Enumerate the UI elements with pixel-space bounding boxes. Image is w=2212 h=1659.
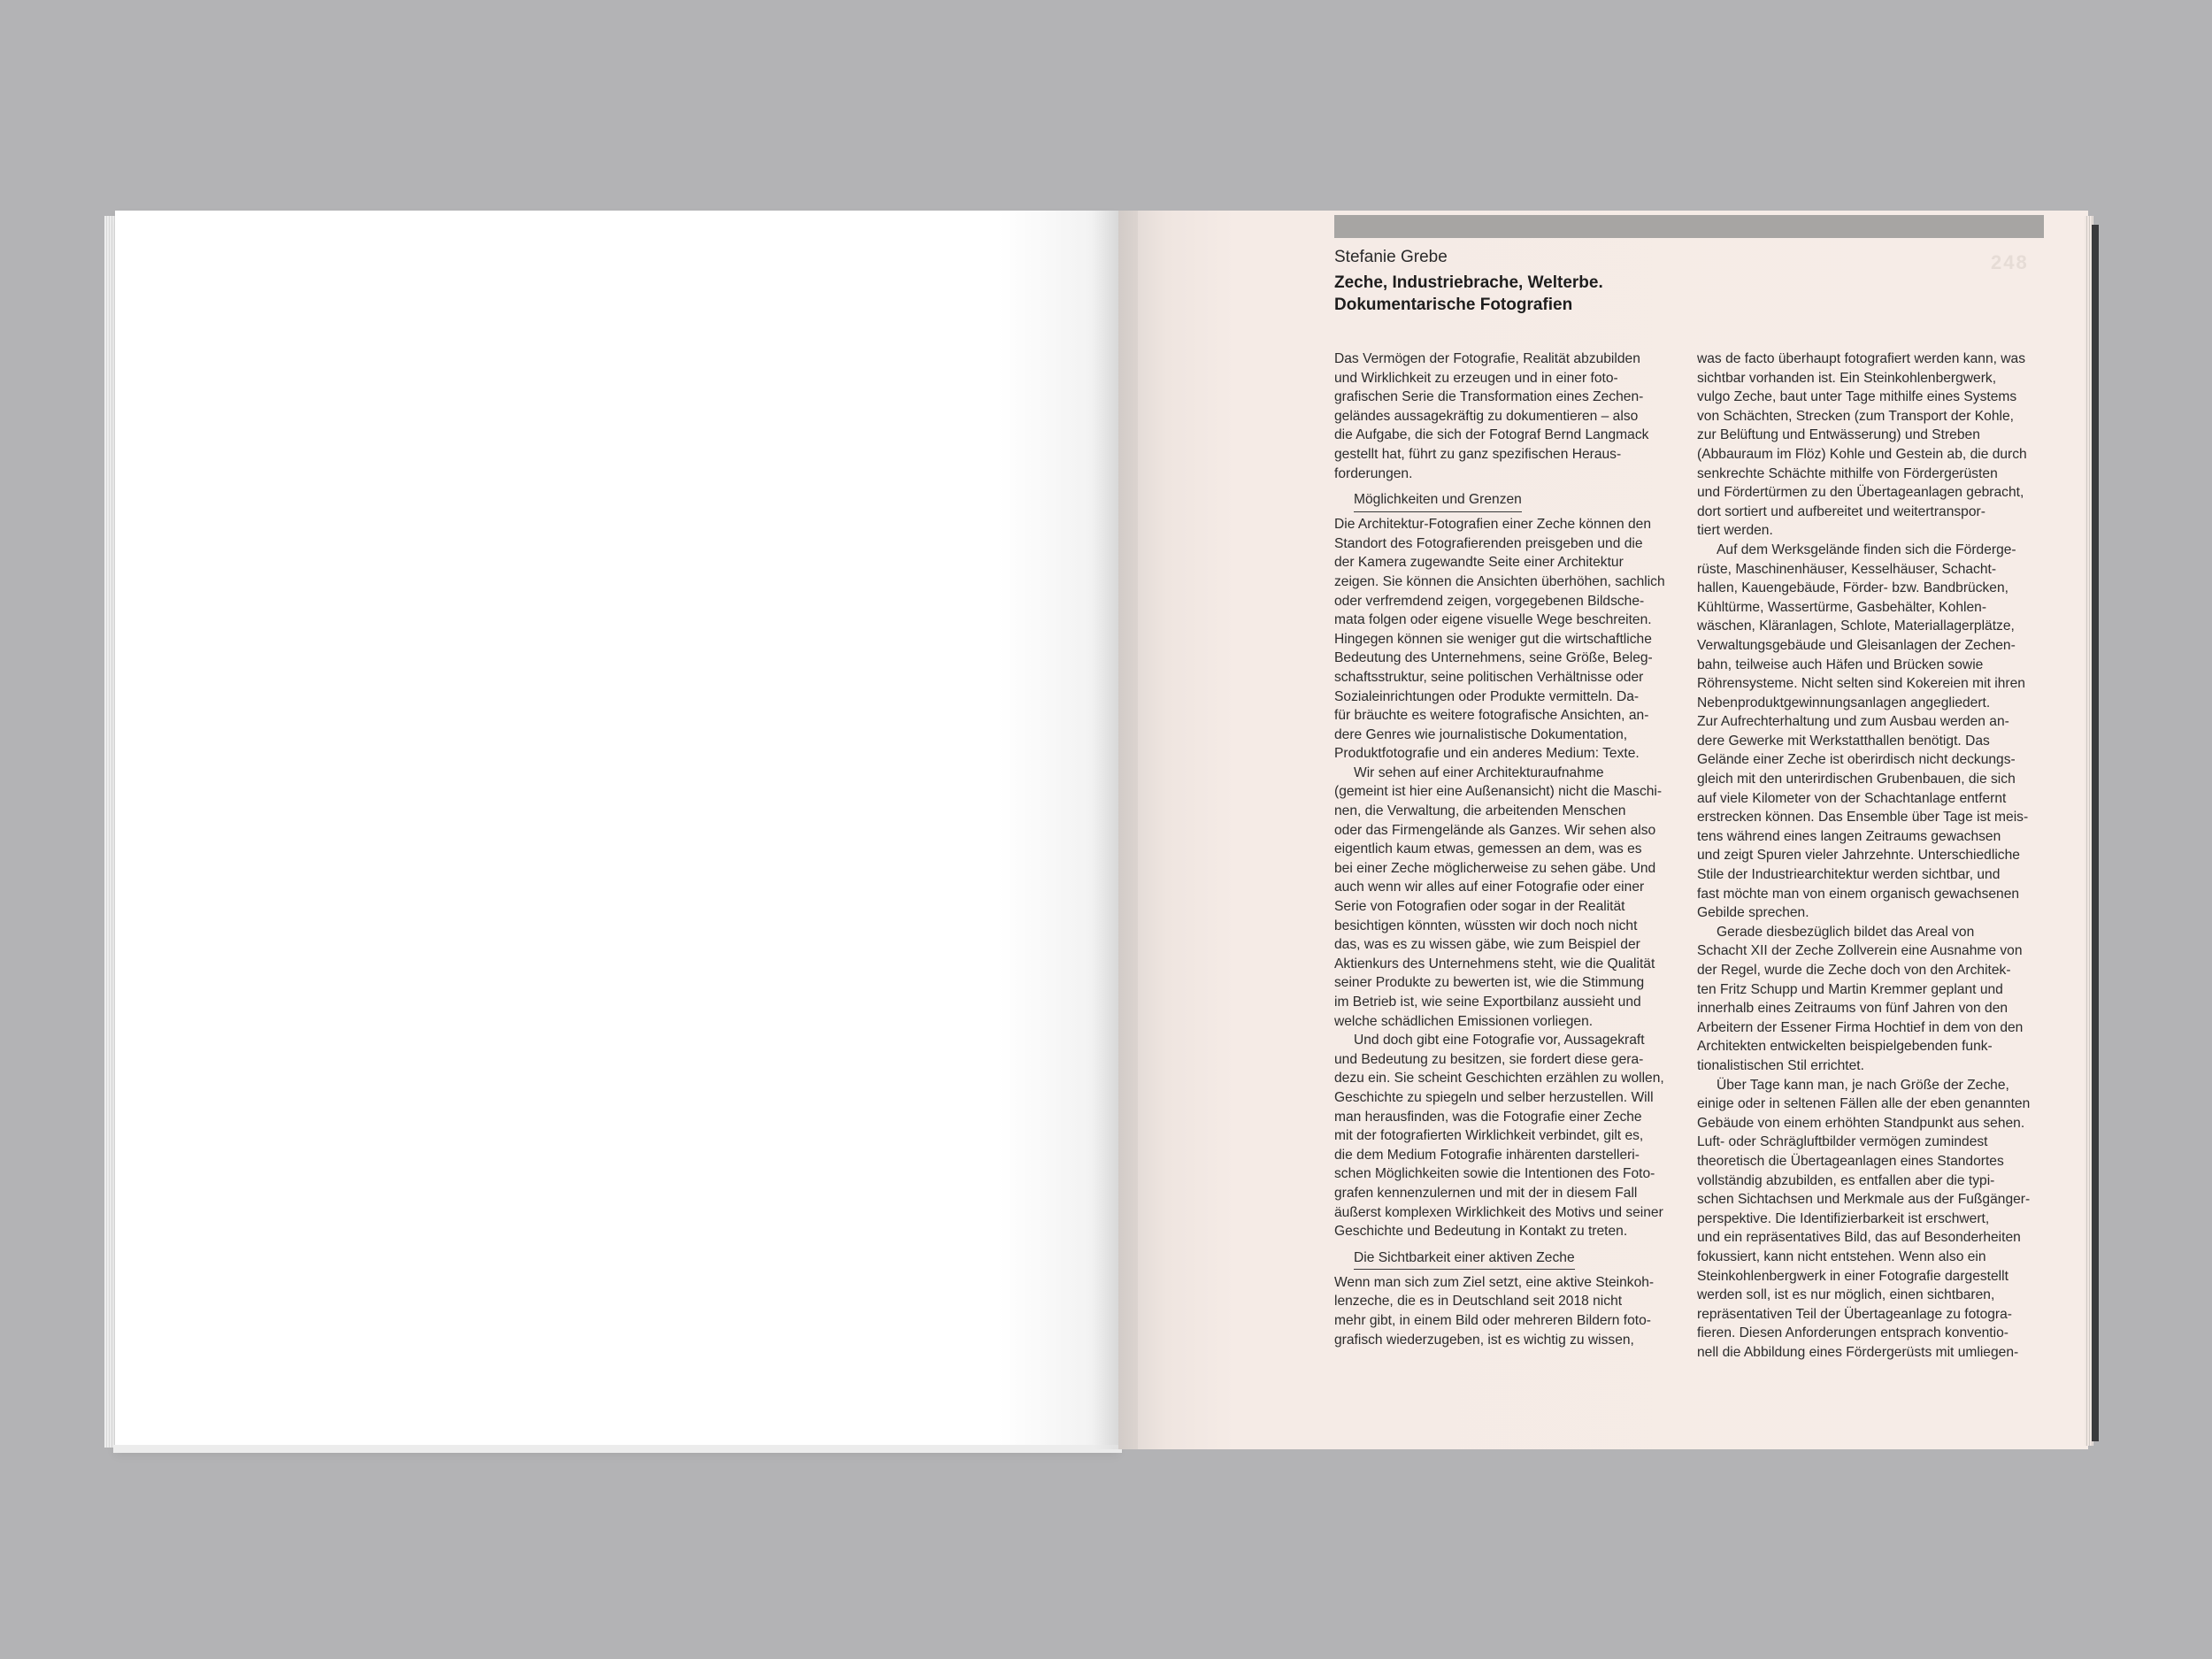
- text-line: das, was es zu wissen gäbe, wie zum Beispiel der: [1334, 937, 1640, 953]
- text-line: Hingegen können sie weniger gut die wirtschaftliche: [1334, 631, 1652, 647]
- text-line: Gelände einer Zeche ist oberirdisch nicht deckungs-: [1697, 752, 2016, 768]
- text-line: Verwaltungsgebäude und Gleisanlagen der Zechen-: [1697, 637, 2016, 653]
- text-line: die dem Medium Fotografie inhärenten darstelleri-: [1334, 1147, 1640, 1163]
- text-line: Steinkohlenbergwerk in einer Fotografie dargestellt: [1697, 1268, 2008, 1284]
- text-line: bahn, teilweise auch Häfen und Brücken sowie: [1697, 657, 1984, 672]
- left-page-blank: [115, 211, 1118, 1449]
- text-line: tionalistischen Stil errichtet.: [1697, 1057, 1864, 1073]
- text-line: mata folgen oder eigene visuelle Wege beschreiten.: [1334, 612, 1652, 628]
- section-heading: [1334, 1248, 1684, 1273]
- text-line: Stile der Industriearchitektur werden sichtbar, und: [1697, 867, 2001, 883]
- paragraph-first-line: Wir sehen auf einer Architekturaufnahme: [1354, 764, 1604, 780]
- text-line: Produktfotografie und ein anderes Medium: Texte.: [1334, 746, 1640, 762]
- text-line: nen, die Verwaltung, die arbeitenden Menschen: [1334, 803, 1626, 819]
- text-line: schen Sichtachsen und Merkmale aus der Fußgänger-: [1697, 1192, 2031, 1208]
- text-line: Die Architektur-Fotografien einer Zeche können den: [1334, 517, 1651, 533]
- text-line: auf viele Kilometer von der Schachtanlage entfernt: [1697, 790, 2007, 806]
- text-line: auch wenn wir alles auf einer Fotografie oder einer: [1334, 879, 1645, 895]
- text-line: welche schädlichen Emissionen vorliegen.: [1334, 1013, 1594, 1029]
- text-line: Architekten entwickelten beispielgebenden funk-: [1697, 1039, 1993, 1055]
- text-line: dezu ein. Sie scheint Geschichten erzählen zu wollen,: [1334, 1071, 1664, 1087]
- text-line: (Abbauraum im Flöz) Kohle und Gestein ab, die durch: [1697, 446, 2027, 462]
- text-line: bei einer Zeche möglicherweise zu sehen gäbe. Und: [1334, 860, 1656, 876]
- text-line: tens während eines langen Zeitraums gewachsen: [1697, 828, 2001, 844]
- text-line: Geschichte zu spiegeln und selber herzustellen. Will: [1334, 1089, 1654, 1105]
- paragraph-first-line: Über Tage kann man, je nach Größe der Zeche,: [1717, 1077, 2009, 1093]
- text-line: erstrecken können. Das Ensemble über Tage ist meis-: [1697, 810, 2029, 826]
- text-line: grafen kennenzulernen und mit der in diesem Fall: [1334, 1185, 1638, 1201]
- left-page-bottom-edge: [113, 1445, 1122, 1453]
- text-line: mit der fotografierten Wirklichkeit verbindet, gilt es,: [1334, 1128, 1644, 1144]
- text-line: und ein repräsentatives Bild, das auf Besonderheiten: [1697, 1230, 2021, 1246]
- text-line: sichtbar vorhanden ist. Ein Steinkohlenbergwerk,: [1697, 370, 1997, 386]
- text-line: besichtigen könnten, wüssten wir doch noch nicht: [1334, 918, 1638, 933]
- text-line: nell die Abbildung eines Fördergerüsts mit umliegen-: [1697, 1344, 2019, 1360]
- text-line: fieren. Diesen Anforderungen entsprach konventio-: [1697, 1325, 2008, 1341]
- text-line: schaftsstruktur, seine politischen Verhältnisse oder: [1334, 669, 1644, 685]
- text-line: seiner Produkte zu bewerten ist, wie die Stimmung: [1334, 975, 1645, 991]
- text-line: und Wirklichkeit zu erzeugen und in einer foto-: [1334, 370, 1618, 386]
- text-line: rüste, Maschinenhäuser, Kesselhäuser, Schacht-: [1697, 561, 1997, 577]
- text-line: tiert werden.: [1697, 523, 1773, 539]
- back-cover-edge: [2092, 225, 2099, 1441]
- text-line: lenzeche, die es in Deutschland seit 2018 nicht: [1334, 1294, 1623, 1310]
- text-line: hallen, Kauengebäude, Förder- bzw. Bandbrücken,: [1697, 580, 2008, 596]
- header-bar: [1334, 215, 2044, 238]
- text-line: Kühltürme, Wassertürme, Gasbehälter, Kohlen-: [1697, 599, 1987, 615]
- text-line: vulgo Zeche, baut unter Tage mithilfe eines Systems: [1697, 389, 2017, 405]
- text-line: Röhrensysteme. Nicht selten sind Kokereien mit ihren: [1697, 676, 2025, 692]
- text-column-left: [1334, 349, 1684, 1349]
- text-line: schen Möglichkeiten sowie die Intentionen des Foto-: [1334, 1166, 1655, 1182]
- text-line: grafisch wiederzugeben, ist es wichtig zu wissen,: [1334, 1332, 1634, 1348]
- text-line: gleich mit den unterirdischen Grubenbauen, die sich: [1697, 772, 2016, 787]
- text-line: perspektive. Die Identifizierbarkeit ist erschwert,: [1697, 1210, 1990, 1226]
- text-line: Gebilde sprechen.: [1697, 905, 1809, 921]
- section-heading-text: Möglichkeiten und Grenzen: [1354, 490, 1522, 512]
- text-line: dort sortiert und aufbereitet und weitertranspor-: [1697, 503, 1985, 519]
- article-title: [1334, 272, 1603, 316]
- text-line: für bräuchte es weitere fotografische Ansichten, an-: [1334, 708, 1649, 724]
- text-line: oder das Firmengelände als Ganzes. Wir sehen also: [1334, 822, 1656, 838]
- text-line: Das Vermögen der Fotografie, Realität abzubilden: [1334, 351, 1640, 366]
- text-line: die Aufgabe, die sich der Fotograf Bernd Langmack: [1334, 427, 1649, 443]
- paragraph-first-line: Auf dem Werksgelände finden sich die Förderge-: [1717, 541, 2016, 557]
- text-line: fokussiert, kann nicht entstehen. Wenn also ein: [1697, 1248, 1986, 1264]
- text-line: dere Genres wie journalistische Dokumentation,: [1334, 726, 1628, 742]
- gutter-shadow: [1094, 211, 1138, 1449]
- text-line: Zur Aufrechterhaltung und zum Ausbau werden an-: [1697, 714, 2009, 730]
- text-line: im Betrieb ist, wie seine Exportbilanz aussieht und: [1334, 995, 1641, 1010]
- text-line: wäschen, Kläranlagen, Schlote, Materiallagerplätze,: [1697, 618, 2015, 634]
- text-line: theoretisch die Übertageanlagen eines Standortes: [1697, 1153, 2004, 1169]
- text-line: forderungen.: [1334, 465, 1413, 481]
- text-line: grafischen Serie die Transformation eines Zechen-: [1334, 389, 1644, 405]
- text-line: Sozialeinrichtungen oder Produkte vermitteln. Da-: [1334, 688, 1640, 704]
- text-line: von Schächten, Strecken (zum Transport der Kohle,: [1697, 408, 2014, 424]
- text-line: werden soll, ist es nur möglich, einen sichtbaren,: [1697, 1287, 1995, 1303]
- text-line: eigentlich kaum etwas, gemessen an dem, was es: [1334, 841, 1642, 857]
- text-line: ten Fritz Schupp und Martin Kremmer geplant und: [1697, 981, 2003, 997]
- text-line: Gebäude von einem erhöhten Standpunkt aus sehen.: [1697, 1115, 2025, 1131]
- text-line: geländes aussagekräftig zu dokumentieren – also: [1334, 408, 1639, 424]
- title-line: Dokumentarische Fotografien: [1334, 296, 1573, 314]
- title-line: Zeche, Industriebrache, Welterbe.: [1334, 273, 1603, 292]
- text-line: der Kamera zugewandte Seite einer Architektur: [1334, 555, 1624, 571]
- text-line: was de facto überhaupt fotografiert werden kann, was: [1697, 351, 2026, 366]
- paragraph-first-line: Und doch gibt eine Fotografie vor, Aussagekraft: [1354, 1033, 1645, 1048]
- text-line: zeigen. Sie können die Ansichten überhöhen, sachlich: [1334, 573, 1665, 589]
- text-line: gestellt hat, führt zu ganz spezifischen Heraus-: [1334, 446, 1622, 462]
- text-line: innerhalb eines Zeitraums von fünf Jahren von den: [1697, 1001, 2008, 1017]
- text-line: und Bedeutung zu besitzen, sie fordert diese gera-: [1334, 1051, 1644, 1067]
- text-column-right: [1697, 349, 2047, 1362]
- text-line: fast möchte man von einem organisch gewachsenen: [1697, 886, 2020, 902]
- text-line: vollständig abzubilden, es entfallen aber die typi-: [1697, 1172, 1995, 1188]
- author-name: Stefanie Grebe: [1334, 248, 1448, 266]
- text-line: Bedeutung des Unternehmens, seine Größe, Beleg-: [1334, 650, 1653, 666]
- section-heading-text: Die Sichtbarkeit einer aktiven Zeche: [1354, 1248, 1575, 1271]
- text-line: und zeigt Spuren vieler Jahrzehnte. Unterschiedliche: [1697, 848, 2020, 864]
- text-line: Wenn man sich zum Ziel setzt, eine aktive Steinkoh-: [1334, 1274, 1655, 1290]
- text-line: Luft- oder Schrägluftbilder vermögen zumindest: [1697, 1134, 1988, 1150]
- text-line: mehr gibt, in einem Bild oder mehreren Bildern foto-: [1334, 1312, 1651, 1328]
- paragraph-first-line: Gerade diesbezüglich bildet das Areal von: [1717, 924, 1975, 940]
- text-line: Geschichte und Bedeutung in Kontakt zu treten.: [1334, 1224, 1628, 1240]
- text-line: Serie von Fotografien oder sogar in der Realität: [1334, 899, 1625, 915]
- text-line: Nebenproduktgewinnungsanlagen angegliedert.: [1697, 695, 1991, 710]
- text-line: einige oder in seltenen Fällen alle der eben genannten: [1697, 1096, 2031, 1112]
- text-line: der Regel, wurde die Zeche doch von den Architek-: [1697, 963, 2011, 978]
- text-line: senkrechte Schächte mithilfe von Fördergerüsten: [1697, 465, 1998, 481]
- text-line: Arbeitern der Essener Firma Hochtief in dem von den: [1697, 1019, 2024, 1035]
- text-line: und Fördertürmen zu den Übertageanlagen gebracht,: [1697, 485, 2024, 501]
- text-line: zur Belüftung und Entwässerung) und Streben: [1697, 427, 1980, 443]
- text-line: repräsentativen Teil der Übertageanlage zu fotogra-: [1697, 1306, 2012, 1322]
- text-line: Standort des Fotografierenden preisgeben und die: [1334, 535, 1643, 551]
- section-heading: [1334, 490, 1684, 515]
- text-line: man herausfinden, was die Fotografie einer Zeche: [1334, 1109, 1642, 1125]
- text-line: oder verfremdend zeigen, vorgegebenen Bildsche-: [1334, 593, 1645, 609]
- page-number: 248: [1991, 251, 2029, 273]
- text-line: Schacht XII der Zeche Zollverein eine Ausnahme von: [1697, 943, 2023, 959]
- text-line: Aktienkurs des Unternehmens steht, wie die Qualität: [1334, 956, 1655, 972]
- text-line: äußerst komplexen Wirklichkeit des Motivs und seiner: [1334, 1204, 1663, 1220]
- text-line: dere Gewerke mit Werkstatthallen benötigt. Das: [1697, 733, 1990, 749]
- text-line: (gemeint ist hier eine Außenansicht) nicht die Maschi-: [1334, 784, 1663, 800]
